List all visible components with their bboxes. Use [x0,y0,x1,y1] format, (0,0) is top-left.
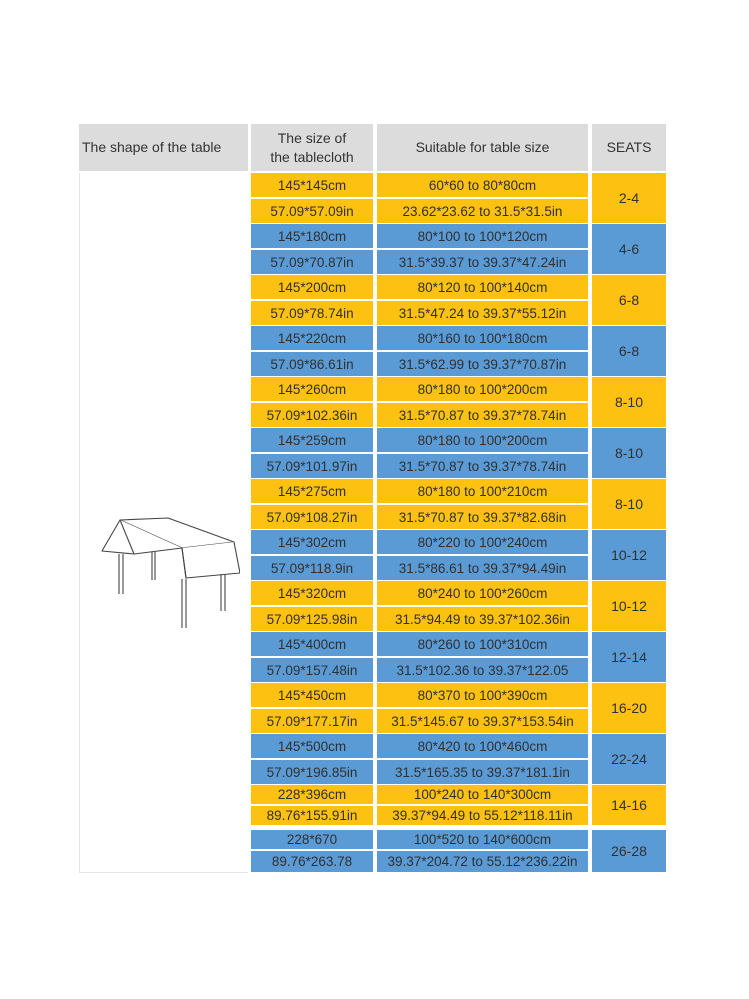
tablecloth-size-in: 57.09*101.97in [251,454,373,478]
suitable-size-cm: 60*60 to 80*80cm [377,173,588,197]
seats-value: 8-10 [592,377,666,427]
suitable-size-in: 39.37*204.72 to 55.12*236.22in [377,851,588,872]
tablecloth-size-cm: 145*145cm [251,173,373,197]
suitable-size-cm: 80*180 to 100*200cm [377,428,588,452]
rectangular-table-with-cloth-icon [100,468,240,633]
seats-value: 26-28 [592,830,666,872]
tablecloth-size-cm: 145*260cm [251,377,373,401]
seats-value: 10-12 [592,530,666,580]
tablecloth-size-cm: 145*302cm [251,530,373,554]
suitable-size-in: 31.5*145.67 to 39.37*153.54in [377,709,588,733]
seats-value: 22-24 [592,734,666,784]
tablecloth-size-in: 57.09*196.85in [251,760,373,784]
tablecloth-size-cm: 145*220cm [251,326,373,350]
tablecloth-size-in: 57.09*102.36in [251,403,373,427]
suitable-size-cm: 80*370 to 100*390cm [377,683,588,707]
suitable-size-in: 23.62*23.62 to 31.5*31.5in [377,199,588,223]
seats-value: 2-4 [592,173,666,223]
table-shape-cell [79,173,248,873]
tablecloth-size-in: 57.09*118.9in [251,556,373,580]
tablecloth-size-in: 57.09*108.27in [251,505,373,529]
suitable-size-cm: 80*220 to 100*240cm [377,530,588,554]
seats-value: 6-8 [592,275,666,325]
tablecloth-size-cm: 145*500cm [251,734,373,758]
header-suitable [377,124,588,171]
header-shape-label: The shape of the table [82,139,222,155]
suitable-size-in: 31.5*62.99 to 39.37*70.87in [377,352,588,376]
tablecloth-size-cm: 228*396cm [251,785,373,804]
seats-value: 12-14 [592,632,666,682]
suitable-size-cm: 80*160 to 100*180cm [377,326,588,350]
suitable-size-in: 31.5*86.61 to 39.37*94.49in [377,556,588,580]
suitable-size-in: 31.5*70.87 to 39.37*78.74in [377,454,588,478]
tablecloth-size-in: 57.09*70.87in [251,250,373,274]
tablecloth-size-cm: 145*400cm [251,632,373,656]
suitable-size-in: 31.5*39.37 to 39.37*47.24in [377,250,588,274]
tablecloth-size-in: 57.09*177.17in [251,709,373,733]
suitable-size-in: 31.5*165.35 to 39.37*181.1in [377,760,588,784]
tablecloth-size-in: 57.09*86.61in [251,352,373,376]
tablecloth-size-in: 57.09*57.09in [251,199,373,223]
tablecloth-size-cm: 145*259cm [251,428,373,452]
tablecloth-size-in: 57.09*157.48in [251,658,373,682]
suitable-size-cm: 80*120 to 100*140cm [377,275,588,299]
tablecloth-size-cm: 145*450cm [251,683,373,707]
header-seats-label: SEATS [606,139,652,155]
seats-value: 14-16 [592,785,666,825]
suitable-size-in: 39.37*94.49 to 55.12*118.11in [377,806,588,825]
tablecloth-size-in: 89.76*155.91in [251,806,373,825]
seats-value: 16-20 [592,683,666,733]
tablecloth-size-in: 57.09*78.74in [251,301,373,325]
header-suitable-label: Suitable for table size [415,139,550,155]
suitable-size-cm: 80*420 to 100*460cm [377,734,588,758]
suitable-size-cm: 80*180 to 100*210cm [377,479,588,503]
tablecloth-size-in: 57.09*125.98in [251,607,373,631]
suitable-size-cm: 100*520 to 140*600cm [377,830,588,849]
suitable-size-cm: 80*100 to 100*120cm [377,224,588,248]
seats-value: 8-10 [592,428,666,478]
tablecloth-size-cm: 228*670 [251,830,373,849]
suitable-size-in: 31.5*70.87 to 39.37*82.68in [377,505,588,529]
tablecloth-size-cm: 145*275cm [251,479,373,503]
suitable-size-cm: 80*180 to 100*200cm [377,377,588,401]
suitable-size-cm: 80*240 to 100*260cm [377,581,588,605]
seats-value: 6-8 [592,326,666,376]
header-size-line1: The size of [277,129,347,146]
tablecloth-size-cm: 145*200cm [251,275,373,299]
header-size-line2: the tablecloth [270,148,354,165]
header-shape [79,124,248,171]
tablecloth-size-cm: 145*180cm [251,224,373,248]
tablecloth-size-cm: 145*320cm [251,581,373,605]
tablecloth-size-in: 89.76*263.78 [251,851,373,872]
suitable-size-in: 31.5*47.24 to 39.37*55.12in [377,301,588,325]
suitable-size-cm: 100*240 to 140*300cm [377,785,588,804]
header-seats [592,124,666,171]
seats-value: 4-6 [592,224,666,274]
suitable-size-cm: 80*260 to 100*310cm [377,632,588,656]
header-size [251,124,373,171]
seats-value: 8-10 [592,479,666,529]
seats-value: 10-12 [592,581,666,631]
suitable-size-in: 31.5*70.87 to 39.37*78.74in [377,403,588,427]
suitable-size-in: 31.5*102.36 to 39.37*122.05 [377,658,588,682]
suitable-size-in: 31.5*94.49 to 39.37*102.36in [377,607,588,631]
